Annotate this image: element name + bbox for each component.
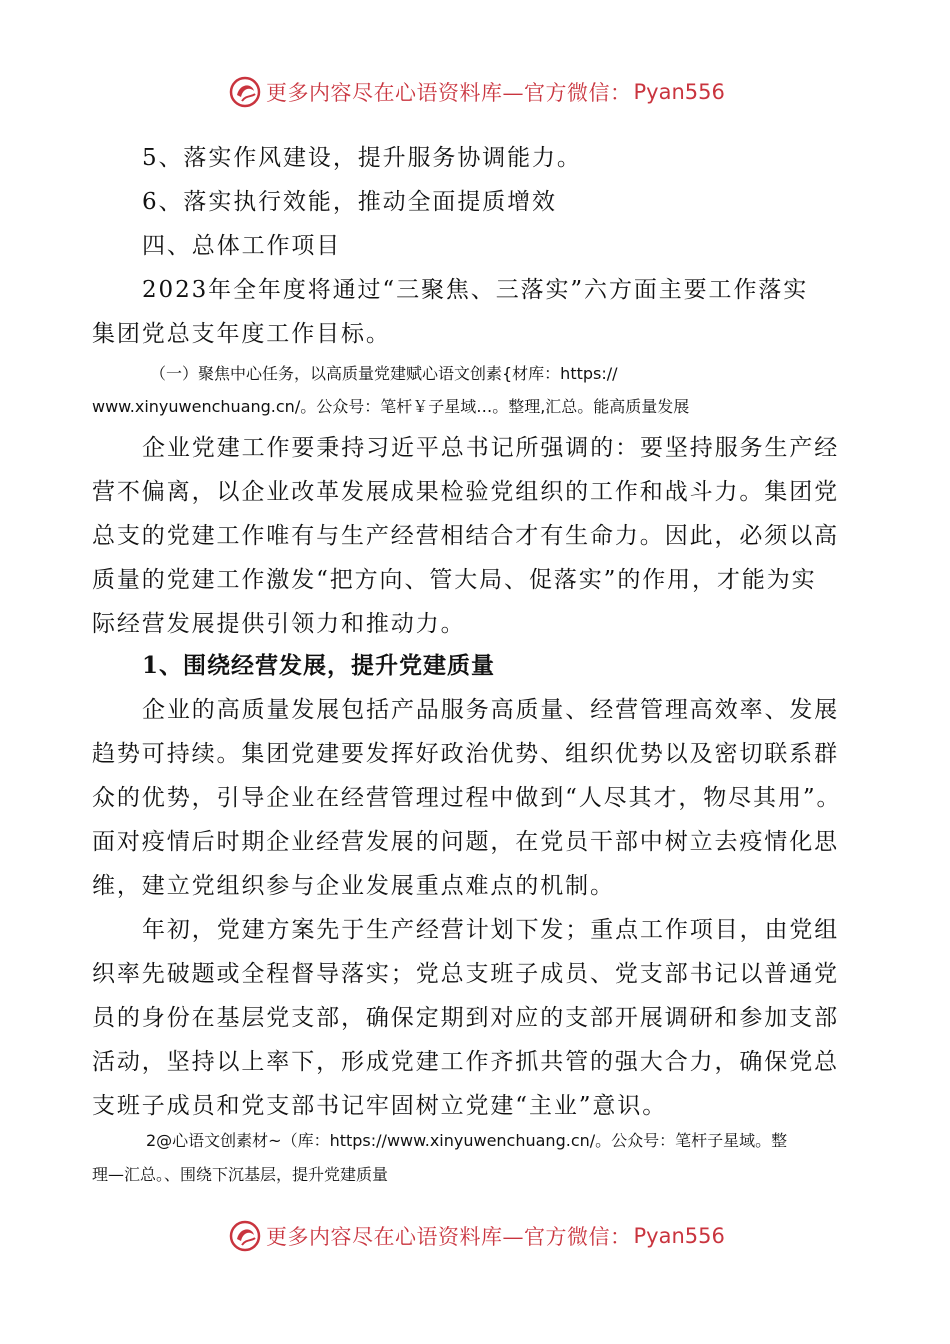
swirl-logo-icon [228, 75, 262, 109]
paragraph-line: 维，建立党组织参与企业发展重点难点的机制。 [92, 873, 615, 899]
subheading-line: 理—汇总。、围绕下沉基层，提升党建质量 [92, 1165, 389, 1184]
paragraph-line: 质量的党建工作激发“把方向、管大局、促落实”的作用，才能为实 [92, 567, 817, 593]
paragraph-line: 总支的党建工作唯有与生产经营相结合才有生命力。因此，必须以高 [92, 523, 839, 549]
subheading-line: www.xinyuwenchuang.cn/。公众号：笔杆￥子星域…。整理,汇总。能高质量发展 [92, 397, 690, 416]
paragraph-line: 织率先破题或全程督导落实；党总支班子成员、党支部书记以普通党 [92, 961, 839, 987]
paragraph-line: 年初，党建方案先于生产经营计划下发；重点工作项目，由党组 [142, 917, 840, 943]
header-banner [228, 72, 725, 112]
section-heading-4: 四、总体工作项目 [142, 233, 342, 259]
banner-wechat-id: Pyan556 [633, 1224, 725, 1248]
paragraph-line: 企业党建工作要秉持习近平总书记所强调的：要坚持服务生产经 [142, 435, 840, 461]
paragraph-line: 营不偏离，以企业改革发展成果检验党组织的工作和战斗力。集团党 [92, 479, 839, 505]
banner-text: 更多内容尽在心语资料库—官方微信： [266, 81, 632, 105]
subheading-line: 2@心语文创素材~（库：https://www.xinyuwenchuang.cn/。公众号：笔杆子星域。整 [146, 1131, 788, 1150]
paragraph-line: 面对疫情后时期企业经营发展的问题，在党员干部中树立去疫情化思 [92, 829, 839, 855]
banner-wechat-id: Pyan556 [633, 80, 725, 104]
list-item-6: 6、落实执行效能，推动全面提质增效 [142, 189, 557, 215]
swirl-logo-icon [228, 1219, 262, 1253]
paragraph-line: 活动，坚持以上率下，形成党建工作齐抓共管的强大合力，确保党总 [92, 1049, 839, 1075]
paragraph-line: 际经营发展提供引领力和推动力。 [92, 611, 466, 637]
paragraph-line: 众的优势，引导企业在经营管理过程中做到“人尽其才，物尽其用”。 [92, 785, 842, 811]
paragraph-line: 员的身份在基层党支部，确保定期到对应的支部开展调研和参加支部 [92, 1005, 839, 1031]
footer-banner [228, 1216, 725, 1256]
paragraph-line: 趋势可持续。集团党建要发挥好政治优势、组织优势以及密切联系群 [92, 741, 839, 767]
paragraph-line: 支班子成员和党支部书记牢固树立党建“主业”意识。 [92, 1093, 668, 1119]
banner-text: 更多内容尽在心语资料库—官方微信： [266, 1225, 632, 1249]
bold-subheading: 1、围绕经营发展，提升党建质量 [142, 652, 496, 679]
paragraph-line: 企业的高质量发展包括产品服务高质量、经营管理高效率、发展 [142, 697, 840, 723]
list-item-5: 5、落实作风建设，提升服务协调能力。 [142, 145, 582, 171]
subheading-line: （一）聚焦中心任务，以高质量党建赋心语文创素{材库：https:// [150, 364, 618, 383]
paragraph-line: 集团党总支年度工作目标。 [92, 321, 391, 347]
paragraph-line: 2023年全年度将通过“三聚焦、三落实”六方面主要工作落实 [142, 277, 809, 303]
